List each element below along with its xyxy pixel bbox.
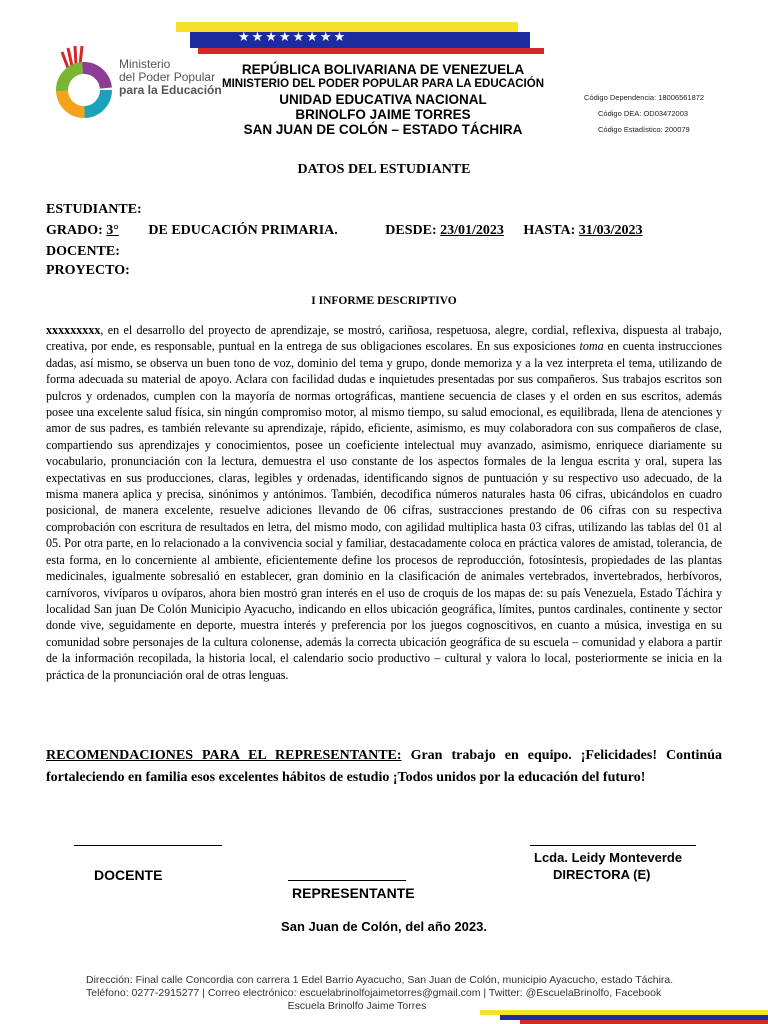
representante-signature-line <box>288 880 406 881</box>
recomendaciones <box>46 745 722 789</box>
grado-row <box>46 223 643 239</box>
docente-signature-label: DOCENTE <box>94 867 163 883</box>
codigo-dea: Código DEA: OD03472003 <box>598 109 689 118</box>
grado-label: GRADO: <box>46 223 103 238</box>
page-title: DATOS DEL ESTUDIANTE <box>297 162 471 177</box>
venezuela-flag-banner <box>176 20 576 54</box>
footer-telefono: Teléfono: 0277-2915277 | Correo electrónico: escuelabrinolfojaimetorres@gmail.com | Twitter: @EscuelaBrinolfo, Facebook <box>86 987 662 999</box>
flag-red-stripe <box>198 48 544 54</box>
grado-value: 3° <box>106 223 119 238</box>
logo-line-2: del Poder Popular <box>119 70 216 84</box>
hasta-value: 31/03/2023 <box>578 223 643 238</box>
logo-line-3: para la Educación <box>119 83 222 97</box>
recomendaciones-label: RECOMENDACIONES PARA EL REPRESENTANTE: <box>46 748 402 763</box>
informe-title: I INFORME DESCRIPTIVO <box>311 295 457 307</box>
docente-signature-line <box>74 845 222 846</box>
nivel-label: DE EDUCACIÓN PRIMARIA. <box>148 223 338 238</box>
header-republica: REPÚBLICA BOLIVARIANA DE VENEZUELA <box>241 62 525 77</box>
informe-text-toma: toma <box>579 339 604 354</box>
ministerio-logo-icon <box>48 38 118 118</box>
proyecto-label: PROYECTO: <box>46 263 130 278</box>
header-unidad: UNIDAD EDUCATIVA NACIONAL <box>279 92 487 107</box>
footer-direccion: Dirección: Final calle Concordia con carrera 1 Edel Barrio Ayacucho, San Juan de Colón, municipio Ayacucho, estado Táchira. <box>86 974 674 986</box>
informe-text-2: en cuenta instrucciones dadas, así mismo, se observa un buen tono de voz, dominio del tema y grupo, donde memoriza y a la vez interpreta el tema, utilizando de forma adecuada su material de apoyo. Aclara con facilidad dudas e inquietudes presentadas por sus compañeros. Sus trabajos escritos son pulcros y ordenados, cumplen con la mayoría de normas ortográficas, mantiene secuencia de clases y el orden en sus escritos, además posee una excelente salud física, sin ningún compromiso motor, al mismo tiempo, su salud emocional, es equilibrada, llena de atenciones y amor de sus padres, es también relevante su aprendizaje, rápido, eficiente, asimismo, es muy colaboradora con sus compañeros de clase, compartiendo sus aprendizajes y conocimientos, posee un coeficiente intelectual muy avanzado, asimismo, enriquece diariamente su vocabulario, pronunciación con la lectura, demuestra el uso constante de los aspectos formales de la lengua escrita y oral, supera las expectativas en sus producciones, claras, legibles y ordenadas, identificando signos de puntuación y su respectivo uso adecuado, de la misma manera aplica y precisa, sinónimos y antónimos. También, decodifica números naturales hasta 06 cifras, ubicándolos en cuadro posicional, de manera excelente, resuelve adiciones llevando de 06 cifras, sustracciones prestando de 06 cifras con su respectiva comprobación con escritura de resultados en letra, del mismo modo, con agilidad multiplica hasta 03 cifras, utilizando las tablas del 01 al 05. Por otra parte, en lo relacionado a la convivencia social y familiar, destacadamente coloca en práctica valores de amistad, tolerancia, de esta forma, en lo concerniente al ambiente, eficientemente define los procesos de reproducción, fotosíntesis, propiedades de las plantas medicinales, igualmente sobresalió en establecer, gran dominio en la clasificación de animales vertebrados, invertebrados, herbívoros, carnívoros, vivíparos u ovíparos, ahora bien mostró gran interés en el uso de croquis de los mapas de: su país Venezuela, Estado Táchira y localidad San juan De Colón Municipio Ayacucho, indicando en ellos ubicación geográfica, límites, puntos cardinales, continente y sector donde vive, seguidamente en deporte, muestra interés y preferencia por los juegos cognoscitivos, en cuanto a música, investiga en su comunidad sobre personajes de la cultura colonense, además la correcta ubicación geográfica de su escuela – comunidad y elabora a partir de la información recopilada, la historia local, el calendario socio productivo – cultural y valora lo local, posteriormente se inicia en la práctica de la pronunciación oral de otras lenguas. <box>46 339 722 682</box>
footer-escuela: Escuela Brinolfo Jaime Torres <box>287 1000 427 1012</box>
student-placeholder: xxxxxxxxx <box>46 323 101 337</box>
logo-text <box>119 58 222 97</box>
flag-stars: ★★★★★★★★ <box>238 30 348 45</box>
recomendaciones-text: Gran trabajo en equipo. ¡Felicidades! Continúa fortaleciendo en familia esos excelentes hábitos de estudio ¡Todos unidos por la educación del futuro! <box>46 748 723 785</box>
directora-title: DIRECTORA (E) <box>553 867 651 882</box>
directora-name: Lcda. Leidy Monteverde <box>534 850 683 865</box>
institution-header <box>218 62 548 137</box>
representante-signature-label: REPRESENTANTE <box>292 885 415 901</box>
logo-line-1: Ministerio <box>119 57 171 71</box>
footer-flag-red <box>520 1020 768 1024</box>
header-ubicacion: SAN JUAN DE COLÓN – ESTADO TÁCHIRA <box>243 122 523 137</box>
codigo-dependencia: Código Dependencia: 18006561872 <box>584 93 705 102</box>
docente-label: DOCENTE: <box>46 244 120 259</box>
hasta-label: HASTA: <box>523 223 576 238</box>
informe-text-1: , en el desarrollo del proyecto de aprendizaje, se mostró, cariñosa, respetuosa, alegre, cordial, reflexiva, dispuesta al trabajo, creativa, por ende, es responsable, puntual en la entrega de sus obligaciones escolares. En sus exposiciones <box>46 323 722 354</box>
place-date: San Juan de Colón, del año 2023. <box>281 919 487 934</box>
header-ministerio: MINISTERIO DEL PODER POPULAR PARA LA EDUCACIÓN <box>221 78 545 90</box>
desde-label: DESDE: <box>385 223 437 238</box>
footer <box>0 970 768 1024</box>
header-escuela: BRINOLFO JAIME TORRES <box>295 107 471 122</box>
directora-signature-line <box>530 845 696 846</box>
school-codes <box>584 90 704 138</box>
estudiante-label: ESTUDIANTE: <box>46 202 142 217</box>
footer-text <box>86 974 748 1013</box>
informe-body <box>46 322 722 683</box>
desde-value: 23/01/2023 <box>440 223 504 238</box>
codigo-estadistico: Código Estadístico: 200079 <box>598 125 690 134</box>
